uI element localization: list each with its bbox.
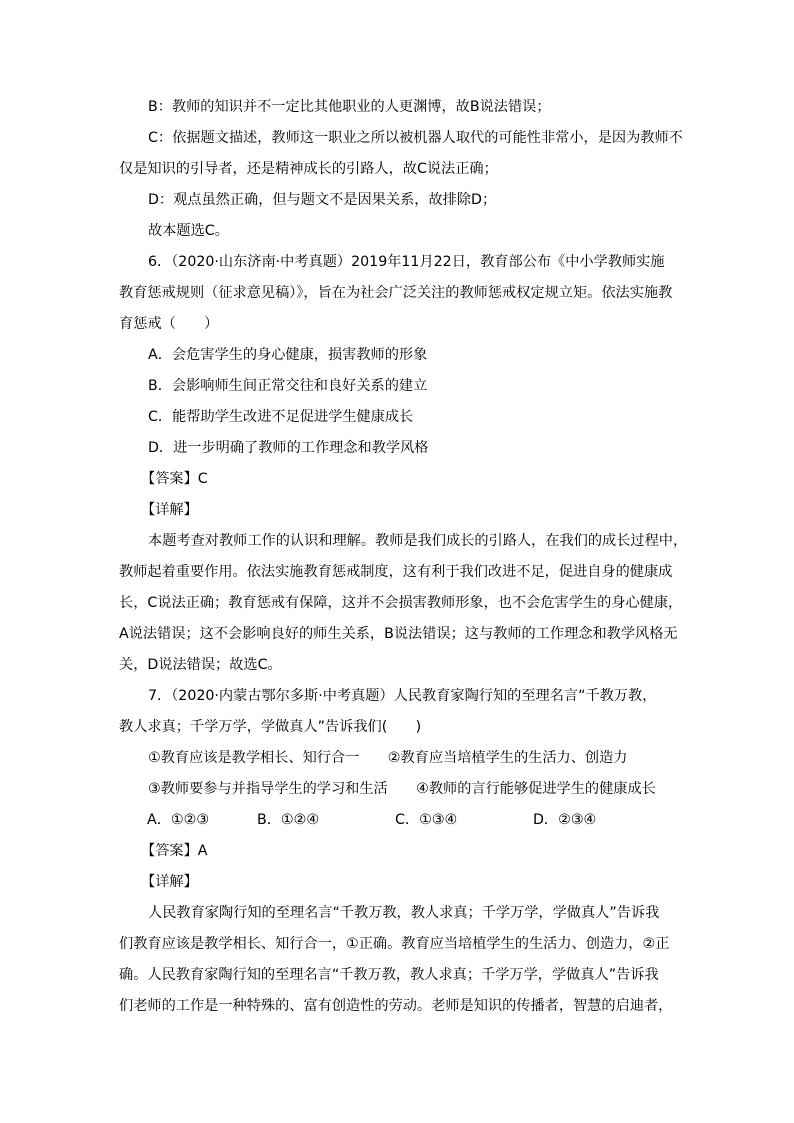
q7-statements-1-2: ①教育应该是教学相长、知行合一 ②教育应当培植学生的生活力、创造力 bbox=[148, 750, 628, 766]
q6-detail-line: 长，C说法正确；教育惩戒有保障，这并不会损害教师形象，也不会危害学生的身心健康， bbox=[119, 595, 683, 611]
q6-option-b: B．会影响师生间正常交往和良好关系的建立 bbox=[148, 378, 428, 394]
q6-option-d: D．进一步明确了教师的工作理念和教学风格 bbox=[148, 440, 429, 456]
q7-stem: 7．（2020·内蒙古鄂尔多斯·中考真题）人民教育家陶行知的至理名言“千教万教， bbox=[148, 688, 657, 704]
q7-statements-3-4: ③教师要参与并指导学生的学习和生活 ④教师的言行能够促进学生的健康成长 bbox=[148, 781, 656, 797]
q6-detail-heading: 【详解】 bbox=[141, 502, 198, 518]
q6-detail-line: 关，D说法错误；故选C。 bbox=[119, 657, 282, 673]
q6-detail-line: 本题考查对教师工作的认识和理解。教师是我们成长的引路人，在我们的成长过程中， bbox=[148, 533, 688, 549]
q5-analysis-c-cont: 仅是知识的引导者，还是精神成长的引路人，故C说法正确； bbox=[119, 161, 498, 177]
q7-detail-line: 人民教育家陶行知的至理名言“千教万教，教人求真；千学万学，学做真人”告诉我 bbox=[148, 905, 660, 921]
q7-detail-line: 们教育应该是教学相长、知行合一，①正确。教育应当培植学生的生活力、创造力，②正 bbox=[119, 936, 670, 952]
q7-detail-line: 确。人民教育家陶行知的至理名言“千教万教，教人求真；千学万学，学做真人”告诉我 bbox=[119, 967, 659, 983]
q7-option-c: C．①③④ bbox=[395, 812, 458, 828]
q6-stem-cont: 教育惩戒规则（征求意见稿）》，旨在为社会广泛关注的教师惩戒权定规立矩。依法实施教 bbox=[119, 285, 673, 301]
q5-analysis-d: D：观点虽然正确，但与题文不是因果关系，故排除D； bbox=[148, 192, 497, 208]
q5-analysis-c: C：依据题文描述，教师这一职业之所以被机器人取代的可能性非常小，是因为教师不 bbox=[148, 130, 683, 146]
q7-detail-line: 们老师的工作是一种特殊的、富有创造性的劳动。老师是知识的传播者，智慧的启迪者， bbox=[119, 998, 673, 1014]
q7-detail-heading: 【详解】 bbox=[141, 874, 198, 890]
q7-option-d: D．②③④ bbox=[533, 812, 597, 828]
q6-detail-line: A说法错误；这不会影响良好的师生关系，B说法错误；这与教师的工作理念和教学风格无 bbox=[119, 626, 678, 642]
q5-conclusion: 故本题选C。 bbox=[148, 223, 229, 239]
q6-option-a: A．会危害学生的身心健康，损害教师的形象 bbox=[148, 347, 428, 363]
q6-detail-line: 教师起着重要作用。依法实施教育惩戒制度，这有利于我们改进不足，促进自身的健康成 bbox=[119, 564, 673, 580]
q6-option-c: C．能帮助学生改进不足促进学生健康成长 bbox=[148, 409, 414, 425]
q7-option-a: A．①②③ bbox=[147, 812, 210, 828]
q6-answer: 【答案】C bbox=[141, 471, 208, 487]
q7-stem-cont: 教人求真；千学万学，学做真人”告诉我们( ) bbox=[119, 719, 422, 735]
q6-stem: 6．（2020·山东济南·中考真题）2019年11月22日，教育部公布《中小学教师实施 bbox=[148, 254, 665, 270]
q7-answer: 【答案】A bbox=[141, 843, 208, 859]
q5-analysis-b: B：教师的知识并不一定比其他职业的人更渊博，故B说法错误； bbox=[148, 99, 551, 115]
q7-option-b: B．①②④ bbox=[257, 812, 320, 828]
q6-stem-cont2: 育惩戒（ ） bbox=[119, 316, 219, 332]
